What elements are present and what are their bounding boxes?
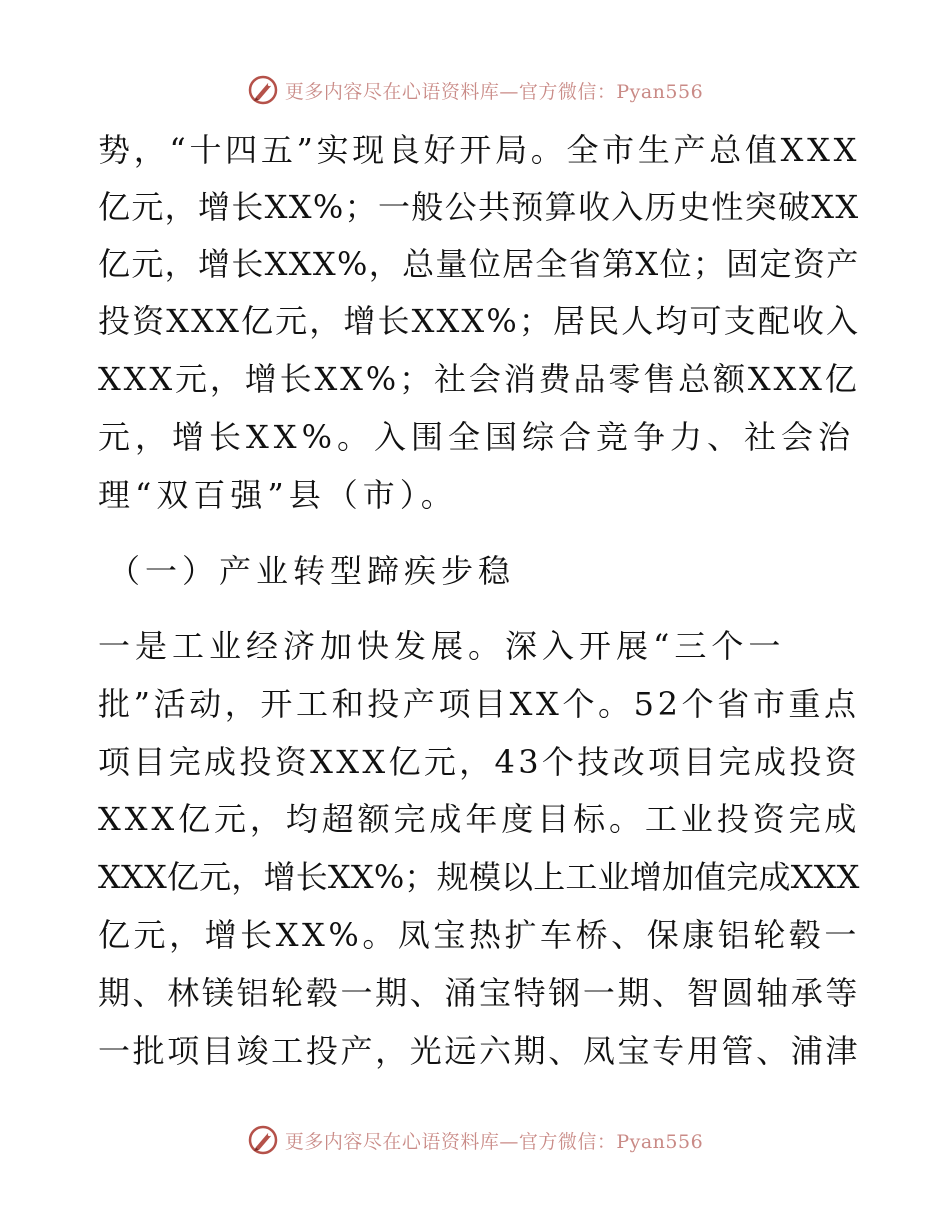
paragraph-line-6: 亿元，增长XX%。凤宝热扩车桥、保康铝轮毂一 xyxy=(98,916,860,954)
body-line-6: 元，增长XX%。入围全国综合竞争力、社会治 xyxy=(98,418,855,456)
watermark-bottom-content xyxy=(247,1124,703,1156)
body-line-7: 理“双百强”县（市）。 xyxy=(98,476,458,514)
body-line-1: 势，“十四五”实现良好开局。全市生产总值XXX xyxy=(98,131,861,169)
body-line-2: 亿元，增长XX%；一般公共预算收入历史性突破XX xyxy=(98,188,860,226)
watermark-top-content xyxy=(247,74,703,106)
body-line-4: 投资XXX亿元，增长XXX%；居民人均可支配收入 xyxy=(98,302,861,340)
paragraph-line-3: 项目完成投资XXX亿元，43个技改项目完成投资 xyxy=(98,743,861,781)
pen-logo-icon xyxy=(247,1124,279,1156)
body-line-3: 亿元，增长XXX%，总量位居全省第X位；固定资产 xyxy=(98,245,860,283)
paragraph-line-5: XXX亿元，增长XX%；规模以上工业增加值完成XXX xyxy=(98,858,860,896)
watermark-top-text: 更多内容尽在心语资料库—官方微信：Pyan556 xyxy=(284,80,704,103)
paragraph-line-8: 一批项目竣工投产，光远六期、凤宝专用管、浦津 xyxy=(98,1032,861,1070)
section-heading: （一）产业转型蹄疾步稳 xyxy=(108,552,516,590)
paragraph-line-1: 一是工业经济加快发展。深入开展“三个一 xyxy=(98,627,786,665)
watermark-bottom xyxy=(0,1120,950,1160)
watermark-top xyxy=(0,70,950,110)
paragraph-line-4: XXX亿元，均超额完成年度目标。工业投资完成 xyxy=(98,800,861,838)
body-line-5: XXX元，增长XX%；社会消费品零售总额XXX亿 xyxy=(98,360,860,398)
paragraph-line-2: 批”活动，开工和投产项目XX个。52个省市重点 xyxy=(98,685,860,723)
pen-logo-icon xyxy=(247,74,279,106)
paragraph-line-7: 期、林镁铝轮毂一期、涌宝特钢一期、智圆轴承等 xyxy=(98,974,861,1012)
watermark-bottom-text: 更多内容尽在心语资料库—官方微信：Pyan556 xyxy=(284,1130,704,1153)
